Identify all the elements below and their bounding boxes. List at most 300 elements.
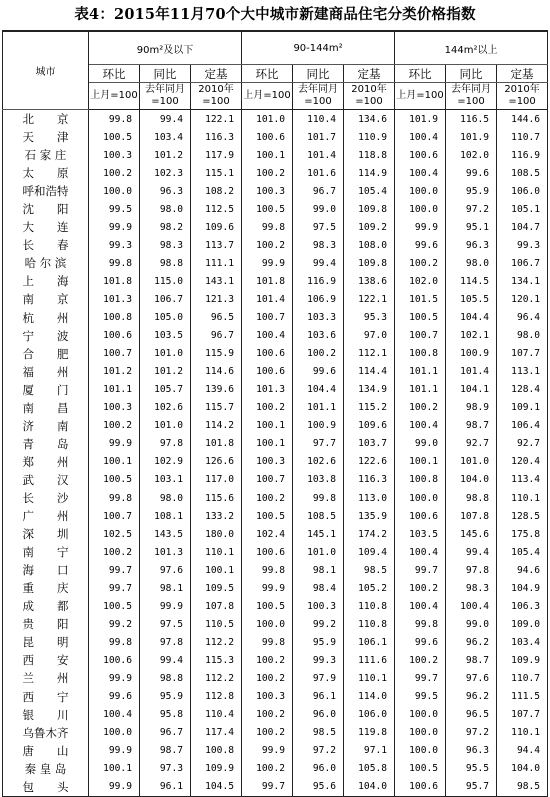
index-value-cell: 99.9 [89, 778, 140, 797]
index-value-cell: 114.9 [344, 164, 395, 182]
index-value-cell: 96.3 [140, 182, 191, 200]
index-value-cell: 99.4 [140, 651, 191, 669]
table-row [3, 688, 548, 706]
table-row [3, 290, 548, 308]
index-value-cell: 116.5 [446, 110, 497, 129]
table-row [3, 218, 548, 236]
table-row [3, 561, 548, 579]
city-name-cell: 石 家 庄 [3, 146, 89, 164]
index-value-cell: 95.9 [293, 633, 344, 651]
index-value-cell: 99.4 [446, 543, 497, 561]
table-row [3, 164, 548, 182]
index-value-cell: 107.8 [191, 597, 242, 615]
index-value-cell: 100.2 [242, 760, 293, 778]
city-name-cell: 秦 皇 岛 [3, 760, 89, 778]
index-value-cell: 100.4 [395, 128, 446, 146]
base-header-last-year: 去年同月=100 [293, 83, 344, 110]
index-value-cell: 98.9 [446, 399, 497, 417]
table-row [3, 543, 548, 561]
index-value-cell: 108.0 [344, 236, 395, 254]
index-value-cell: 95.9 [140, 688, 191, 706]
table-row [3, 381, 548, 399]
index-value-cell: 100.3 [89, 399, 140, 417]
index-value-cell: 101.3 [140, 543, 191, 561]
index-value-cell: 98.3 [140, 236, 191, 254]
index-value-cell: 101.8 [191, 435, 242, 453]
index-value-cell: 97.0 [344, 327, 395, 345]
index-value-cell: 101.0 [140, 345, 191, 363]
index-value-cell: 100.2 [242, 669, 293, 687]
index-value-cell: 99.4 [293, 254, 344, 272]
index-value-cell: 110.7 [497, 128, 548, 146]
index-value-cell: 100.6 [89, 651, 140, 669]
index-value-cell: 101.4 [293, 146, 344, 164]
index-value-cell: 102.9 [140, 453, 191, 471]
sub-header-mom: 环比 [89, 65, 140, 83]
index-value-cell: 115.2 [344, 399, 395, 417]
index-value-cell: 99.8 [242, 561, 293, 579]
table-body [3, 110, 548, 797]
index-value-cell: 104.7 [497, 218, 548, 236]
index-value-cell: 97.9 [293, 669, 344, 687]
index-value-cell: 94.4 [497, 742, 548, 760]
index-value-cell: 97.2 [293, 742, 344, 760]
table-row [3, 272, 548, 290]
base-header-2010: 2010年=100 [344, 83, 395, 110]
index-value-cell: 105.4 [497, 543, 548, 561]
index-value-cell: 108.1 [140, 507, 191, 525]
index-value-cell: 100.1 [191, 561, 242, 579]
index-value-cell: 106.0 [497, 182, 548, 200]
base-header-last-year: 去年同月=100 [140, 83, 191, 110]
index-value-cell: 104.0 [344, 778, 395, 797]
index-value-cell: 110.8 [344, 597, 395, 615]
index-value-cell: 122.6 [344, 453, 395, 471]
index-value-cell: 110.4 [293, 110, 344, 129]
index-value-cell: 112.5 [191, 200, 242, 218]
city-name-cell: 乌鲁木齐 [3, 724, 89, 742]
index-value-cell: 100.5 [395, 309, 446, 327]
table-row [3, 507, 548, 525]
index-value-cell: 100.1 [242, 417, 293, 435]
index-value-cell: 98.0 [446, 254, 497, 272]
index-value-cell: 116.9 [293, 272, 344, 290]
index-value-cell: 100.2 [242, 489, 293, 507]
index-value-cell: 113.4 [497, 471, 548, 489]
index-value-cell: 107.7 [497, 345, 548, 363]
index-value-cell: 96.5 [446, 706, 497, 724]
index-value-cell: 100.0 [395, 706, 446, 724]
city-name-cell: 昆 明 [3, 633, 89, 651]
base-header-last-month: 上月=100 [242, 83, 293, 110]
index-value-cell: 118.8 [344, 146, 395, 164]
index-value-cell: 100.5 [89, 128, 140, 146]
table-row [3, 651, 548, 669]
index-value-cell: 100.4 [242, 327, 293, 345]
index-value-cell: 99.8 [89, 254, 140, 272]
index-value-cell: 99.7 [242, 778, 293, 797]
sub-header-fixed-base: 定基 [191, 65, 242, 83]
index-value-cell: 95.5 [446, 760, 497, 778]
index-value-cell: 115.1 [191, 164, 242, 182]
index-value-cell: 102.6 [293, 453, 344, 471]
index-value-cell: 109.8 [344, 254, 395, 272]
index-value-cell: 100.3 [89, 146, 140, 164]
index-value-cell: 98.7 [446, 417, 497, 435]
index-value-cell: 100.0 [89, 724, 140, 742]
index-value-cell: 115.7 [191, 399, 242, 417]
index-value-cell: 106.7 [140, 290, 191, 308]
table-row [3, 110, 548, 129]
city-name-cell: 上 海 [3, 272, 89, 290]
index-value-cell: 100.9 [446, 345, 497, 363]
city-name-cell: 南 昌 [3, 399, 89, 417]
city-name-cell: 广 州 [3, 507, 89, 525]
index-value-cell: 104.5 [191, 778, 242, 797]
index-value-cell: 100.2 [242, 651, 293, 669]
sub-header-yoy: 同比 [293, 65, 344, 83]
index-value-cell: 100.8 [395, 345, 446, 363]
index-value-cell: 101.0 [242, 110, 293, 129]
index-value-cell: 121.3 [191, 290, 242, 308]
index-value-cell: 96.3 [446, 742, 497, 760]
index-value-cell: 98.3 [293, 236, 344, 254]
index-value-cell: 99.4 [140, 110, 191, 129]
index-value-cell: 104.0 [446, 471, 497, 489]
base-header-last-month: 上月=100 [395, 83, 446, 110]
index-value-cell: 99.8 [89, 110, 140, 129]
index-value-cell: 100.7 [242, 309, 293, 327]
table-row [3, 435, 548, 453]
index-value-cell: 101.1 [89, 381, 140, 399]
index-value-cell: 101.0 [293, 543, 344, 561]
index-value-cell: 103.4 [140, 128, 191, 146]
index-value-cell: 99.9 [242, 579, 293, 597]
index-value-cell: 99.9 [89, 669, 140, 687]
table-row [3, 146, 548, 164]
index-value-cell: 109.5 [191, 579, 242, 597]
table-row [3, 742, 548, 760]
index-value-cell: 110.1 [497, 724, 548, 742]
index-value-cell: 101.2 [89, 363, 140, 381]
table-row [3, 579, 548, 597]
index-value-cell: 97.8 [446, 561, 497, 579]
index-value-cell: 99.9 [140, 597, 191, 615]
index-value-cell: 96.5 [191, 309, 242, 327]
city-name-cell: 海 口 [3, 561, 89, 579]
city-name-cell: 兰 州 [3, 669, 89, 687]
index-value-cell: 145.1 [293, 525, 344, 543]
city-name-cell: 南 宁 [3, 543, 89, 561]
index-value-cell: 98.5 [497, 778, 548, 797]
index-value-cell: 113.7 [191, 236, 242, 254]
index-value-cell: 100.7 [242, 471, 293, 489]
index-value-cell: 100.2 [395, 254, 446, 272]
index-value-cell: 108.5 [497, 164, 548, 182]
index-value-cell: 100.5 [242, 200, 293, 218]
index-value-cell: 104.0 [497, 760, 548, 778]
table-row [3, 327, 548, 345]
index-value-cell: 174.2 [344, 525, 395, 543]
index-value-cell: 104.1 [446, 381, 497, 399]
index-value-cell: 128.4 [497, 381, 548, 399]
index-value-cell: 114.5 [446, 272, 497, 290]
index-value-cell: 128.5 [497, 507, 548, 525]
index-value-cell: 97.8 [140, 435, 191, 453]
index-value-cell: 105.1 [497, 200, 548, 218]
index-value-cell: 104.4 [293, 381, 344, 399]
index-value-cell: 102.1 [446, 327, 497, 345]
index-value-cell: 98.3 [446, 579, 497, 597]
index-value-cell: 110.5 [191, 615, 242, 633]
index-value-cell: 99.3 [293, 651, 344, 669]
index-value-cell: 143.1 [191, 272, 242, 290]
index-value-cell: 101.2 [140, 146, 191, 164]
index-value-cell: 105.2 [344, 579, 395, 597]
group-header-medium: 90-144m² [242, 31, 395, 65]
index-value-cell: 133.2 [191, 507, 242, 525]
index-value-cell: 100.2 [242, 706, 293, 724]
index-value-cell: 100.3 [242, 182, 293, 200]
index-value-cell: 96.7 [140, 724, 191, 742]
table-row [3, 525, 548, 543]
index-value-cell: 103.6 [293, 327, 344, 345]
index-value-cell: 100.6 [89, 327, 140, 345]
index-value-cell: 134.1 [497, 272, 548, 290]
city-name-cell: 太 原 [3, 164, 89, 182]
index-value-cell: 100.7 [89, 507, 140, 525]
index-value-cell: 117.0 [191, 471, 242, 489]
index-value-cell: 96.7 [293, 182, 344, 200]
index-value-cell: 139.6 [191, 381, 242, 399]
index-value-cell: 105.0 [140, 309, 191, 327]
index-value-cell: 134.9 [344, 381, 395, 399]
index-value-cell: 122.1 [191, 110, 242, 129]
index-value-cell: 108.2 [191, 182, 242, 200]
index-value-cell: 99.6 [395, 633, 446, 651]
index-value-cell: 109.8 [344, 200, 395, 218]
base-header-2010: 2010年=100 [191, 83, 242, 110]
index-value-cell: 100.2 [242, 724, 293, 742]
index-value-cell: 110.7 [497, 669, 548, 687]
index-value-cell: 100.4 [395, 543, 446, 561]
index-value-cell: 100.5 [89, 471, 140, 489]
index-value-cell: 114.4 [344, 363, 395, 381]
index-value-cell: 100.6 [395, 507, 446, 525]
city-name-cell: 西 宁 [3, 688, 89, 706]
index-value-cell: 106.4 [497, 417, 548, 435]
index-value-cell: 99.7 [395, 669, 446, 687]
sub-header-yoy: 同比 [140, 65, 191, 83]
index-value-cell: 114.0 [344, 688, 395, 706]
index-value-cell: 97.1 [344, 742, 395, 760]
index-value-cell: 99.9 [89, 742, 140, 760]
table-row [3, 200, 548, 218]
group-header-large: 144m²以上 [395, 31, 548, 65]
index-value-cell: 100.4 [395, 164, 446, 182]
index-value-cell: 96.0 [293, 760, 344, 778]
table-row [3, 453, 548, 471]
index-value-cell: 101.6 [293, 164, 344, 182]
index-value-cell: 95.7 [446, 778, 497, 797]
index-value-cell: 126.6 [191, 453, 242, 471]
index-value-cell: 104.9 [497, 579, 548, 597]
table-row [3, 417, 548, 435]
city-name-cell: 北 京 [3, 110, 89, 129]
city-name-cell: 包 头 [3, 778, 89, 797]
index-value-cell: 117.4 [191, 724, 242, 742]
city-name-cell: 杭 州 [3, 309, 89, 327]
index-value-cell: 109.2 [344, 218, 395, 236]
index-value-cell: 105.7 [140, 381, 191, 399]
index-value-cell: 109.1 [497, 399, 548, 417]
index-value-cell: 99.3 [497, 236, 548, 254]
index-value-cell: 99.9 [89, 218, 140, 236]
sub-header-mom: 环比 [395, 65, 446, 83]
index-value-cell: 95.9 [446, 182, 497, 200]
index-value-cell: 99.7 [395, 561, 446, 579]
index-value-cell: 98.0 [497, 327, 548, 345]
index-value-cell: 101.0 [446, 453, 497, 471]
index-value-cell: 100.5 [242, 507, 293, 525]
index-value-cell: 102.6 [140, 399, 191, 417]
index-value-cell: 115.6 [191, 489, 242, 507]
index-value-cell: 97.5 [140, 615, 191, 633]
index-value-cell: 101.8 [242, 272, 293, 290]
index-value-cell: 99.8 [395, 615, 446, 633]
index-value-cell: 112.2 [191, 669, 242, 687]
index-value-cell: 99.2 [293, 615, 344, 633]
index-value-cell: 113.1 [497, 363, 548, 381]
city-name-cell: 厦 门 [3, 381, 89, 399]
index-value-cell: 100.6 [242, 345, 293, 363]
sub-header-mom: 环比 [242, 65, 293, 83]
index-value-cell: 100.3 [242, 453, 293, 471]
index-value-cell: 98.0 [140, 200, 191, 218]
city-name-cell: 西 安 [3, 651, 89, 669]
sub-header-fixed-base: 定基 [497, 65, 548, 83]
index-value-cell: 97.6 [446, 669, 497, 687]
table-row [3, 236, 548, 254]
table-row [3, 778, 548, 797]
index-value-cell: 98.5 [344, 561, 395, 579]
table-row [3, 128, 548, 146]
index-value-cell: 143.5 [140, 525, 191, 543]
index-value-cell: 99.6 [395, 236, 446, 254]
index-value-cell: 110.1 [497, 489, 548, 507]
index-value-cell: 100.2 [395, 579, 446, 597]
index-value-cell: 100.0 [395, 200, 446, 218]
index-value-cell: 107.7 [497, 706, 548, 724]
index-value-cell: 135.9 [344, 507, 395, 525]
index-value-cell: 115.3 [191, 651, 242, 669]
index-value-cell: 100.8 [89, 309, 140, 327]
index-value-cell: 97.2 [446, 724, 497, 742]
index-value-cell: 115.0 [140, 272, 191, 290]
table-row [3, 597, 548, 615]
index-value-cell: 99.5 [395, 688, 446, 706]
index-value-cell: 105.5 [446, 290, 497, 308]
index-value-cell: 100.1 [395, 453, 446, 471]
city-name-cell: 济 南 [3, 417, 89, 435]
index-value-cell: 99.9 [242, 254, 293, 272]
index-value-cell: 99.8 [293, 489, 344, 507]
index-value-cell: 99.6 [446, 164, 497, 182]
index-value-cell: 100.6 [395, 146, 446, 164]
index-value-cell: 110.8 [344, 615, 395, 633]
index-value-cell: 99.6 [89, 688, 140, 706]
index-value-cell: 112.8 [191, 688, 242, 706]
index-value-cell: 100.2 [395, 399, 446, 417]
index-value-cell: 119.8 [344, 724, 395, 742]
index-value-cell: 105.8 [344, 760, 395, 778]
index-value-cell: 116.9 [497, 146, 548, 164]
index-value-cell: 99.0 [293, 200, 344, 218]
index-value-cell: 92.7 [497, 435, 548, 453]
table-row [3, 399, 548, 417]
index-value-cell: 96.3 [446, 236, 497, 254]
city-column-header: 城市 [3, 31, 89, 110]
city-name-cell: 成 都 [3, 597, 89, 615]
index-value-cell: 98.8 [446, 489, 497, 507]
city-name-cell: 天 津 [3, 128, 89, 146]
index-value-cell: 144.6 [497, 110, 548, 129]
index-value-cell: 109.0 [497, 615, 548, 633]
index-value-cell: 95.3 [344, 309, 395, 327]
index-value-cell: 98.2 [140, 218, 191, 236]
index-value-cell: 145.6 [446, 525, 497, 543]
index-value-cell: 120.4 [497, 453, 548, 471]
index-value-cell: 106.9 [293, 290, 344, 308]
index-value-cell: 100.0 [395, 742, 446, 760]
index-value-cell: 103.5 [140, 327, 191, 345]
index-value-cell: 109.9 [497, 651, 548, 669]
table-row [3, 633, 548, 651]
table-row [3, 345, 548, 363]
city-name-cell: 深 圳 [3, 525, 89, 543]
index-value-cell: 100.0 [395, 182, 446, 200]
price-index-table [2, 30, 548, 797]
index-value-cell: 175.8 [497, 525, 548, 543]
index-value-cell: 101.5 [395, 290, 446, 308]
base-header-last-month: 上月=100 [89, 83, 140, 110]
city-name-cell: 合 肥 [3, 345, 89, 363]
index-value-cell: 97.6 [140, 561, 191, 579]
city-name-cell: 呼和浩特 [3, 182, 89, 200]
index-value-cell: 100.0 [395, 489, 446, 507]
index-value-cell: 180.0 [191, 525, 242, 543]
index-value-cell: 101.9 [395, 110, 446, 129]
index-value-cell: 97.5 [293, 218, 344, 236]
table-row [3, 254, 548, 272]
index-value-cell: 92.7 [446, 435, 497, 453]
index-value-cell: 99.3 [89, 236, 140, 254]
index-value-cell: 110.4 [191, 706, 242, 724]
index-value-cell: 100.2 [395, 651, 446, 669]
index-value-cell: 98.1 [293, 561, 344, 579]
sub-header-yoy: 同比 [446, 65, 497, 83]
index-value-cell: 100.7 [395, 327, 446, 345]
index-value-cell: 99.7 [89, 561, 140, 579]
index-value-cell: 97.2 [446, 200, 497, 218]
city-name-cell: 福 州 [3, 363, 89, 381]
index-value-cell: 100.4 [395, 597, 446, 615]
index-value-cell: 100.3 [293, 597, 344, 615]
index-value-cell: 99.9 [395, 218, 446, 236]
index-value-cell: 100.5 [89, 597, 140, 615]
index-value-cell: 101.4 [446, 363, 497, 381]
index-value-cell: 111.5 [497, 688, 548, 706]
